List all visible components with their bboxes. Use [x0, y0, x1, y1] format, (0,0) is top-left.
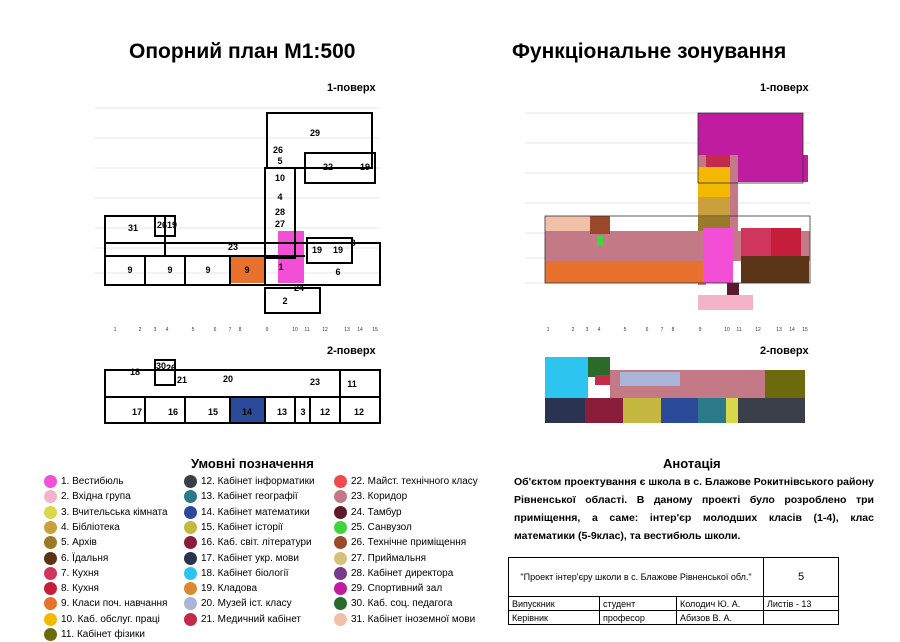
sheet-number: 5	[764, 558, 839, 597]
legend-item	[44, 535, 97, 550]
legend-label: 4. Бібліотека	[61, 521, 120, 533]
legend-swatch-icon	[334, 490, 347, 503]
svg-text:2: 2	[282, 296, 288, 306]
legend-item	[184, 474, 315, 489]
legend-item	[334, 581, 442, 596]
legend-item	[184, 489, 298, 504]
stamp-cell: Абизов В. А.	[677, 611, 764, 625]
legend-item	[44, 489, 131, 504]
legend-item	[334, 596, 452, 611]
legend-swatch-icon	[334, 475, 347, 488]
svg-text:2: 2	[571, 327, 575, 333]
svg-text:26: 26	[165, 363, 177, 373]
stamp-cell	[764, 611, 839, 625]
legend-label: 29. Спортивний зал	[351, 583, 443, 595]
left-title: Опорний план М1:500	[129, 40, 356, 63]
svg-text:13: 13	[776, 327, 782, 333]
svg-text:3: 3	[153, 327, 157, 333]
legend-swatch-icon	[334, 521, 347, 534]
legend-item	[334, 520, 412, 535]
legend-swatch-icon	[44, 490, 57, 503]
legend-item	[184, 566, 289, 581]
svg-text:1: 1	[546, 327, 550, 333]
room-label: 29	[309, 128, 321, 138]
svg-text:9: 9	[167, 265, 173, 275]
legend-swatch-icon	[184, 506, 197, 519]
legend-label: 1. Вестибюль	[61, 476, 124, 487]
stamp-cell: студент	[600, 597, 677, 611]
svg-text:13: 13	[276, 407, 288, 417]
legend-item	[44, 627, 145, 642]
legend-item	[184, 520, 283, 535]
svg-text:24: 24	[293, 283, 305, 293]
svg-text:12: 12	[755, 327, 761, 333]
svg-text:6: 6	[645, 327, 649, 333]
legend-item	[44, 596, 167, 611]
svg-text:14: 14	[789, 327, 795, 333]
legend-item	[334, 474, 478, 489]
legend-item	[44, 520, 120, 535]
svg-text:30: 30	[155, 361, 167, 371]
legend-swatch-icon	[184, 536, 197, 549]
svg-text:12: 12	[319, 407, 331, 417]
svg-text:19: 19	[311, 245, 323, 255]
svg-text:8: 8	[671, 327, 675, 333]
legend-item	[334, 551, 426, 566]
legend-swatch-icon	[44, 597, 57, 610]
legend-swatch-icon	[334, 536, 347, 549]
legend-label: 30. Каб. соц. педагога	[351, 598, 453, 610]
legend-label: 8. Кухня	[61, 583, 99, 595]
svg-text:9: 9	[205, 265, 211, 275]
svg-text:5: 5	[191, 327, 195, 333]
stamp-cell: Листів - 13	[764, 597, 839, 611]
svg-text:9: 9	[127, 265, 133, 275]
title-block	[508, 557, 839, 625]
legend-label: 31. Кабінет іноземної мови	[351, 613, 476, 625]
right-title: Функціональне зонування	[512, 40, 787, 63]
svg-text:23: 23	[309, 377, 321, 387]
svg-text:26: 26	[272, 145, 284, 155]
legend-label: 15. Кабінет історії	[201, 521, 283, 533]
left-floor1-label: 1-поверх	[327, 82, 376, 94]
svg-text:15: 15	[372, 327, 378, 333]
svg-text:7: 7	[228, 327, 232, 333]
legend-label: 21. Медичний кабінет	[201, 613, 302, 625]
svg-text:12: 12	[353, 407, 365, 417]
svg-text:9: 9	[265, 327, 269, 333]
legend-label: 13. Кабінет географії	[201, 491, 298, 503]
legend-swatch-icon	[184, 597, 197, 610]
svg-text:8: 8	[238, 327, 242, 333]
legend-swatch-icon	[44, 628, 57, 641]
legend-swatch-icon	[44, 475, 57, 488]
legend-item	[334, 505, 402, 520]
svg-text:5: 5	[277, 156, 283, 166]
legend-label: 9. Класи поч. навчання	[61, 598, 168, 610]
legend-label: 11. Кабінет фізики	[61, 629, 145, 640]
legend-label: 16. Каб. світ. літератури	[201, 537, 312, 549]
legend-item	[334, 489, 407, 504]
legend-swatch-icon	[334, 582, 347, 595]
legend-label: 24. Тамбур	[351, 506, 402, 518]
svg-text:14: 14	[241, 407, 253, 417]
svg-text:2: 2	[138, 327, 142, 333]
legend-label: 2. Вхідна група	[61, 491, 131, 503]
legend-swatch-icon	[334, 552, 347, 565]
legend-item	[184, 581, 257, 596]
svg-text:12: 12	[322, 327, 328, 333]
legend-item	[334, 566, 453, 581]
legend-swatch-icon	[184, 521, 197, 534]
legend-item	[184, 505, 310, 520]
legend-label: 14. Кабінет математики	[201, 506, 310, 518]
legend-swatch-icon	[334, 567, 347, 580]
svg-text:19: 19	[359, 162, 371, 172]
legend-item	[44, 581, 99, 596]
svg-text:11: 11	[736, 327, 742, 333]
legend-item	[334, 612, 475, 627]
legend-swatch-icon	[184, 475, 197, 488]
stamp-cell: Випускник	[509, 597, 600, 611]
legend-label: 28. Кабінет директора	[351, 567, 454, 579]
svg-text:9: 9	[698, 327, 702, 333]
svg-text:8: 8	[350, 238, 356, 248]
legend-swatch-icon	[184, 582, 197, 595]
svg-text:3: 3	[300, 407, 306, 417]
project-name: "Проект інтер'єру школи в с. Блажове Рівненської обл."	[509, 558, 764, 597]
svg-text:16: 16	[167, 407, 179, 417]
svg-text:26: 26	[156, 220, 168, 230]
svg-text:1: 1	[113, 327, 117, 333]
legend-item	[184, 551, 299, 566]
legend-label: 7. Кухня	[61, 567, 99, 579]
svg-text:13: 13	[344, 327, 350, 333]
svg-text:6: 6	[335, 267, 341, 277]
svg-text:6: 6	[213, 327, 217, 333]
annotation-text: Об'єктом проектування є школа в с. Блажове Рокитнівського району Рівненської області. В даному проекті було розроблено три приміщення, а саме: інтер'єр молодших класів (1-4), клас математики (5-9клас), та вестибюль школи.	[514, 476, 874, 542]
svg-text:31: 31	[127, 223, 139, 233]
svg-text:11: 11	[304, 327, 310, 333]
legend-swatch-icon	[184, 613, 197, 626]
svg-text:27: 27	[274, 219, 286, 229]
legend-swatch-icon	[44, 506, 57, 519]
svg-text:14: 14	[357, 327, 363, 333]
legend-title: Умовні позначення	[191, 456, 314, 471]
svg-text:28: 28	[274, 207, 286, 217]
legend-label: 27. Приймальня	[351, 552, 427, 564]
svg-text:5: 5	[623, 327, 627, 333]
legend-swatch-icon	[44, 582, 57, 595]
legend-swatch-icon	[44, 536, 57, 549]
legend-label: 10. Каб. обслуг. праці	[61, 613, 160, 625]
right-floor2-label: 2-поверх	[760, 345, 809, 357]
legend-label: 26. Технічне приміщення	[351, 537, 467, 549]
legend-swatch-icon	[334, 597, 347, 610]
legend-label: 3. Вчительська кімната	[61, 506, 168, 518]
svg-text:19: 19	[166, 220, 178, 230]
legend-swatch-icon	[44, 521, 57, 534]
svg-text:18: 18	[129, 367, 141, 377]
legend-item	[44, 474, 124, 489]
legend-item	[44, 612, 160, 627]
svg-text:4: 4	[277, 192, 283, 202]
legend-label: 6. Їдальня	[61, 552, 109, 564]
legend-swatch-icon	[44, 613, 57, 626]
legend-swatch-icon	[184, 552, 197, 565]
legend-swatch-icon	[334, 613, 347, 626]
svg-text:17: 17	[131, 407, 143, 417]
legend-item	[184, 596, 292, 611]
svg-text:1: 1	[278, 262, 284, 272]
svg-text:11: 11	[347, 379, 357, 389]
legend-label: 19. Кладова	[201, 583, 258, 595]
svg-text:23: 23	[227, 242, 239, 252]
svg-text:9: 9	[244, 265, 250, 275]
svg-text:4: 4	[165, 327, 169, 333]
svg-text:4: 4	[597, 327, 601, 333]
stamp-cell: Керівник	[509, 611, 600, 625]
svg-text:10: 10	[724, 327, 730, 333]
legend-label: 17. Кабінет укр. мови	[201, 552, 299, 564]
legend-label: 22. Майст. технічного класу	[351, 476, 478, 487]
annotation-title: Анотація	[663, 456, 721, 471]
svg-text:21: 21	[176, 375, 188, 385]
legend-label: 20. Музей іст. класу	[201, 598, 292, 610]
legend-label: 18. Кабінет біології	[201, 567, 289, 579]
svg-text:7: 7	[660, 327, 664, 333]
legend-label: 23. Коридор	[351, 491, 408, 503]
legend-swatch-icon	[334, 506, 347, 519]
legend-item	[44, 566, 99, 581]
legend-label: 12. Кабінет інформатики	[201, 476, 315, 487]
right-floor1-label: 1-поверх	[760, 82, 809, 94]
svg-text:20: 20	[222, 374, 234, 384]
svg-text:15: 15	[207, 407, 219, 417]
legend-swatch-icon	[184, 490, 197, 503]
svg-text:19: 19	[332, 245, 344, 255]
legend-item	[334, 535, 466, 550]
legend-label: 25. Санвузол	[351, 521, 412, 533]
legend-swatch-icon	[44, 567, 57, 580]
svg-text:15: 15	[802, 327, 808, 333]
svg-text:10: 10	[292, 327, 298, 333]
svg-text:22: 22	[322, 162, 334, 172]
legend-label: 5. Архів	[61, 537, 97, 549]
legend-item	[44, 505, 168, 520]
legend-item	[184, 535, 312, 550]
legend-swatch-icon	[184, 567, 197, 580]
left-floor2-label: 2-поверх	[327, 345, 376, 357]
svg-text:10: 10	[274, 173, 286, 183]
svg-text:3: 3	[585, 327, 589, 333]
legend-item	[184, 612, 301, 627]
legend-item	[44, 551, 108, 566]
stamp-cell: Колодич Ю. А.	[677, 597, 764, 611]
stamp-cell: професор	[600, 611, 677, 625]
legend-swatch-icon	[44, 552, 57, 565]
